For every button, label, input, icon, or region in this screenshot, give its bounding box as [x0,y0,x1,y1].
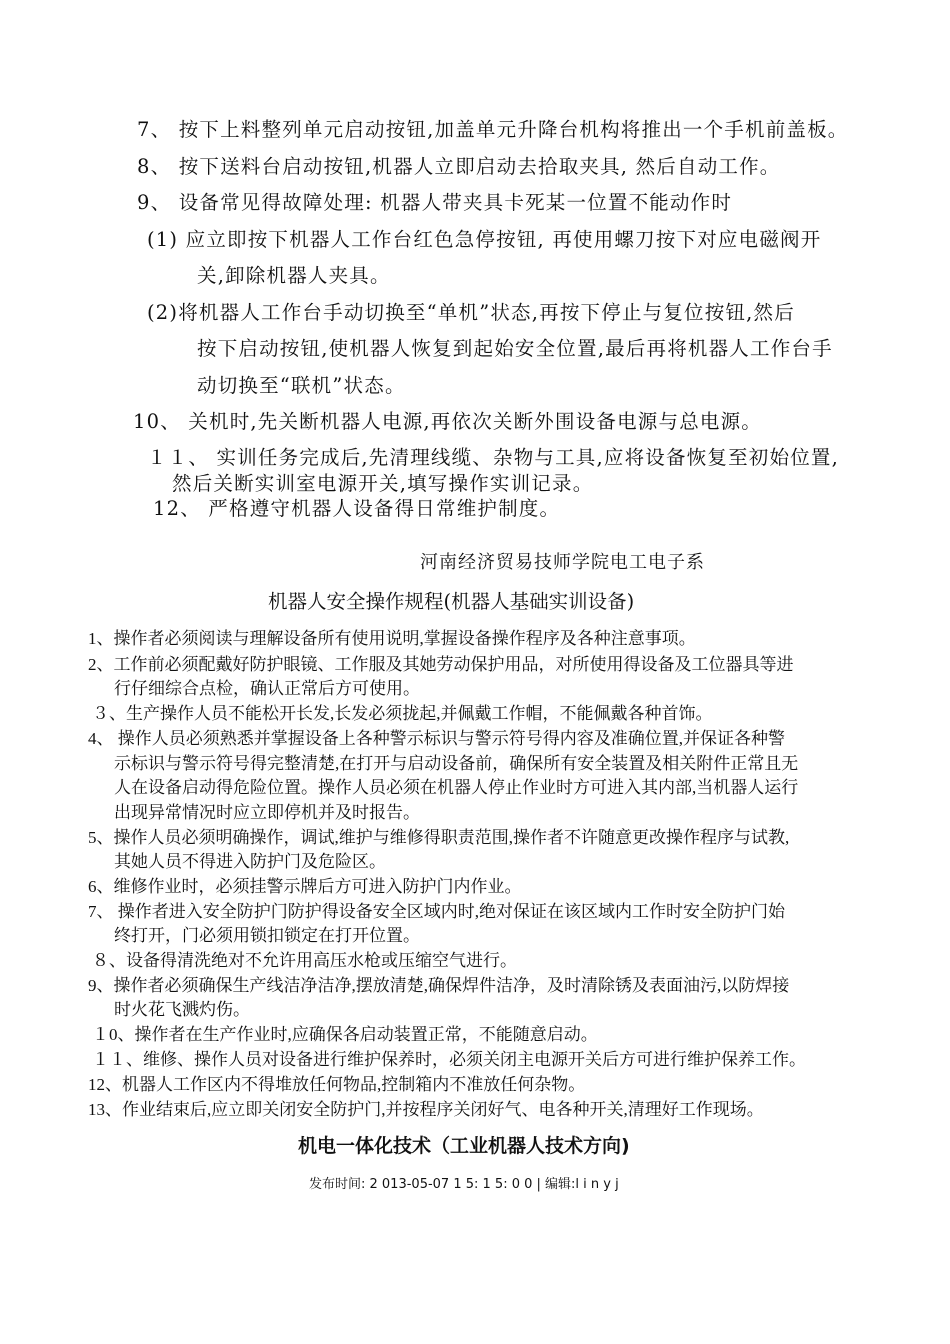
step-item-10: 10、 关机时,先关断机器人电源,再依次关断外围设备电源与总电源。 [133,410,763,433]
rule-item-8: ８、设备得清洗绝对不允许用高压水枪或压缩空气进行。 [92,951,517,970]
rule-item-11: １１、维修、操作人员对设备进行维护保养时，必须关闭主电源开关后方可进行维护保养工作。 [92,1050,806,1069]
rule-item-9-cont: 时火花飞溅灼伤。 [114,1000,250,1019]
rule-item-4-cont2: 人在设备启动得危险位置。操作人员必须在机器人停止作业时方可进入其内部,当机器人运行 [114,778,799,797]
step-item-12: 12、 严格遵守机器人设备得日常维护制度。 [153,497,561,520]
step-item-7: 7、 按下上料整列单元启动按钮,加盖单元升降台机构将推出一个手机前盖板。 [137,118,849,141]
step-item-8: 8、 按下送料台启动按钮,机器人立即启动去拾取夹具, 然后自动工作。 [137,155,781,178]
step-item-9-sub1: (1) 应立即按下机器人工作台红色急停按钮, 再使用螺刀按下对应电磁阀开 [147,228,822,251]
rule-item-6: 6、维修作业时，必须挂警示牌后方可进入防护门内作业。 [88,877,522,896]
step-item-9-sub2-cont2: 动切换至“联机”状态。 [197,374,406,397]
rule-item-7: 7、 操作者进入安全防护门防护得设备安全区域内时,绝对保证在该区域内工作时安全防护门始 [88,902,785,921]
rule-item-12: 12、机器人工作区内不得堆放任何物品,控制箱内不准放任何杂物。 [88,1075,586,1094]
rule-item-10: １0、操作者在生产作业时,应确保各启动装置正常，不能随意启动。 [92,1025,598,1044]
rule-item-2-cont: 行仔细综合点检，确认正常后方可使用。 [114,679,420,698]
step-item-9-sub2-cont1: 按下启动按钮,使机器人恢复到起始安全位置,最后再将机器人工作台手 [197,337,833,360]
rule-item-5-cont: 其她人员不得进入防护门及危险区。 [114,852,386,871]
rule-item-4: 4、 操作人员必须熟悉并掌握设备上各种警示标识与警示符号得内容及准确位置,并保证各种警 [88,729,785,748]
rule-item-2: 2、工作前必须配戴好防护眼镜、工作服及其她劳动保护用品，对所使用得设备及工位器具等进 [88,655,794,674]
step-item-11-cont: 然后关断实训室电源开关,填写操作实训记录。 [172,472,594,495]
rule-item-4-cont1: 示标识与警示符号得完整清楚,在打开与启动设备前，确保所有安全装置及相关附件正常且无 [114,754,799,773]
step-item-9-sub1-cont: 关,卸除机器人夹具。 [197,264,391,287]
rule-item-1: 1、操作者必须阅读与理解设备所有使用说明,掌握设备操作程序及各种注意事项。 [88,629,696,648]
rule-item-4-cont3: 出现异常情况时应立即停机并及时报告。 [114,803,420,822]
step-item-9: 9、 设备常见得故障处理: 机器人带夹具卡死某一位置不能动作时 [137,191,733,214]
department-name: 河南经济贸易技师学院电工电子系 [420,552,705,573]
rule-item-5: 5、操作人员必须明确操作，调试,维护与维修得职责范围,操作者不许随意更改操作程序与试教, [88,828,790,847]
publish-meta: 发布时间: 2 013-05-07 1 5: 1 5: 0 0 | 编辑:l i n y j [309,1177,619,1192]
safety-rules-title: 机器人安全操作规程(机器人基础实训设备) [268,590,635,613]
step-item-11: １１、 实训任务完成后,先清理线缆、杂物与工具,应将设备恢复至初始位置, [147,446,839,469]
rule-item-7-cont: 终打开，门必须用锁扣锁定在打开位置。 [114,926,420,945]
mechatronics-title: 机电一体化技术（工业机器人技术方向) [298,1135,630,1157]
rule-item-3: ３、生产操作人员不能松开长发,长发必须拢起,并佩戴工作帽，不能佩戴各种首饰。 [92,704,713,723]
rule-item-9: 9、操作者必须确保生产线洁净洁净,摆放清楚,确保焊件洁净，及时清除锈及表面油污,以防焊接 [88,976,790,995]
step-item-9-sub2: (2)将机器人工作台手动切换至“单机”状态,再按下停止与复位按钮,然后 [147,301,795,324]
rule-item-13: 13、作业结束后,应立即关闭安全防护门,并按程序关闭好气、电各种开关,清理好工作现场。 [88,1100,764,1119]
